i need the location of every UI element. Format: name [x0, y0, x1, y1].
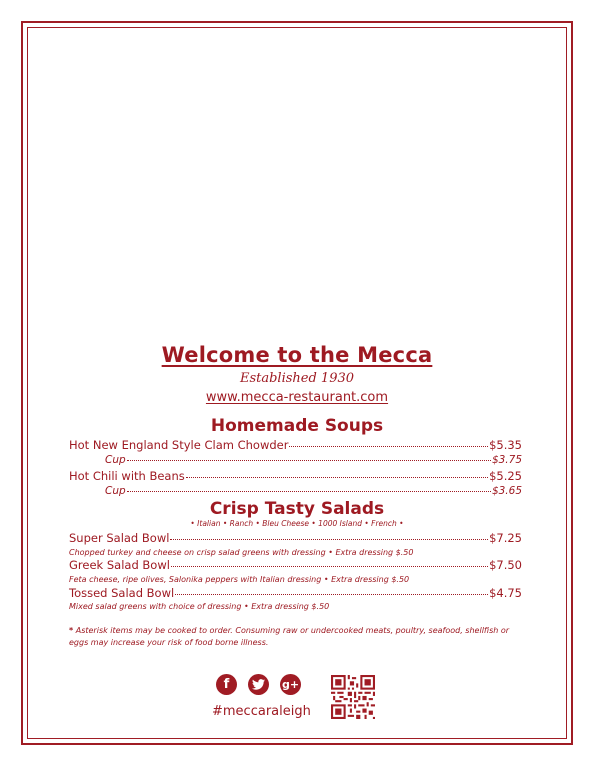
leader-dots: [127, 460, 491, 461]
item-price: $7.25: [489, 531, 522, 545]
item-description: Mixed salad greens with choice of dressing • Extra dressing $.50: [69, 602, 330, 611]
website-link[interactable]: www.mecca-restaurant.com: [205, 390, 389, 405]
notice-text: Asterisk items may be cooked to order. Consuming raw or undercooked meats, poultry, seafood, shellfish or eggs may increase your risk of food borne illness.: [69, 626, 510, 647]
leader-dots: [127, 491, 491, 492]
item-description: Feta cheese, ripe olives, Salonika peppers with Italian dressing • Extra dressing $.50: [69, 575, 410, 584]
leader-dots: [186, 477, 488, 478]
menu-item-chili: [69, 469, 522, 484]
menu-item-clam-chowder-cup: [69, 454, 522, 469]
established-subtitle: Established 1930: [239, 371, 355, 386]
twitter-icon[interactable]: [248, 674, 269, 695]
item-name: Tossed Salad Bowl: [69, 586, 175, 600]
item-price: $3.75: [491, 454, 522, 466]
item-name: Hot New England Style Clam Chowder: [69, 438, 289, 452]
menu-item-clam-chowder: [69, 438, 522, 453]
item-price: $3.65: [491, 485, 522, 497]
item-price: $7.50: [489, 558, 522, 572]
page-title: Welcome to the Mecca: [161, 343, 433, 367]
item-price: $5.25: [489, 469, 522, 483]
qr-code-icon: [331, 675, 375, 719]
leader-dots: [171, 566, 488, 567]
item-description: Chopped turkey and cheese on crisp salad greens with dressing • Extra dressing $.50: [69, 548, 414, 557]
food-safety-notice: [69, 625, 529, 649]
item-price: $5.35: [489, 438, 522, 452]
item-name: Hot Chili with Beans: [69, 469, 185, 483]
salads-heading: Crisp Tasty Salads: [209, 499, 385, 519]
twitter-bird-glyph: [252, 679, 265, 690]
soups-heading: Homemade Soups: [210, 416, 384, 436]
facebook-icon[interactable]: f: [216, 674, 237, 695]
menu-item-super-salad: [69, 531, 522, 546]
leader-dots: [175, 594, 488, 595]
asterisk-mark: *: [69, 626, 74, 635]
google-plus-icon[interactable]: g+: [280, 674, 301, 695]
item-price: $4.75: [489, 586, 522, 600]
item-name: Cup: [105, 485, 126, 497]
item-name: Cup: [105, 454, 126, 466]
menu-item-tossed-salad: [69, 586, 522, 601]
item-name: Greek Salad Bowl: [69, 558, 170, 572]
menu-item-chili-cup: [69, 485, 522, 500]
hashtag-label: #meccaraleigh: [212, 704, 311, 719]
leader-dots: [289, 446, 488, 447]
item-name: Super Salad Bowl: [69, 531, 170, 545]
dressing-options: • Italian • Ranch • Bleu Cheese • 1000 Island • French •: [190, 519, 404, 528]
leader-dots: [170, 539, 488, 540]
menu-item-greek-salad: [69, 558, 522, 573]
